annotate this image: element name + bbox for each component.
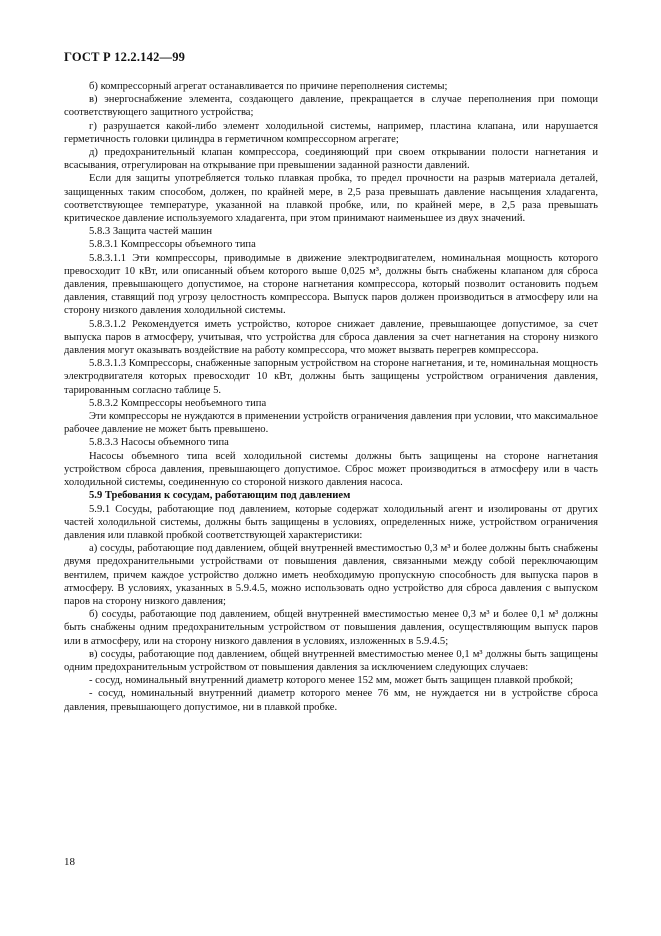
paragraph: а) сосуды, работающие под давлением, общей внутренней вместимостью 0,3 м³ и более должны быть снабжены двумя предохранительными устройствами от повышения давления, связанными между собой переключающим вентилем, причем каждое устройство должно иметь необходимую пропускную способность для выпуска паров в атмосферу. В условиях, указанных в 5.9.4.5, можно использовать одно устройство для сброса давления с выпуском паров на сторону низкого давления;	[64, 543, 598, 607]
list-item: - сосуд, номинальный внутренний диаметр которого менее 76 мм, не нуждается ни в устройстве сброса давления, превышающего допустимое, ни в плавкой пробке.	[64, 688, 598, 713]
paragraph: Насосы объемного типа всей холодильной системы должны быть защищены на стороне нагнетания устройством сброса давления, превышающего допустимое. Сброс может производиться в атмосферу или в часть холодильной системы, соединенную со стороной низкого давления насоса.	[64, 450, 598, 489]
section-heading: 5.9 Требования к сосудам, работающим под давлением	[89, 490, 351, 502]
body-text	[64, 80, 598, 714]
paragraph: б) компрессорный агрегат останавливается по причине переполнения системы;	[89, 81, 448, 92]
section-title: 5.8.3.3 Насосы объемного типа	[89, 437, 229, 449]
section-title: 5.8.3.2 Компрессоры необъемного типа	[89, 397, 267, 409]
paragraph: в) сосуды, работающие под давлением, общей внутренней вместимостью менее 0,1 м³ должны быть защищены одним предохранительным устройством от повышения давления за исключением следующих случаев:	[64, 648, 598, 673]
paragraph: 5.8.3.1.1 Эти компрессоры, приводимые в движение электродвигателем, номинальная мощность которого превосходит 10 кВт, или описанный объем которого выше 0,025 м³, должны быть снабжены клапаном для сброса давления, превышающего допустимое, на стороне нагнетания компрессора, который позволит остановить подъем давления, ставящий под угрозу целостность компрессора. Выпуск паров должен производиться в атмосферу или на сторону низкого давления холодильной системы.	[64, 252, 598, 317]
paragraph: 5.8.3.1.2 Рекомендуется иметь устройство, которое снижает давление, превышающее допустимое, за счет выпуска паров в атмосферу, учитывая, что устройства для сброса давления за счет нагнетания на сторону низкого давления могут оказывать воздействие на работу компрессора, что может вызвать перегрев компрессора.	[64, 318, 598, 357]
page-number: 18	[64, 856, 75, 868]
paragraph: 5.8.3.1.3 Компрессоры, снабженные запорным устройством на стороне нагнетания, и те, номинальная мощность электродвигателя которых превосходит 10 кВт, должны быть защищены устройством ограничения давления, тарированным согласно таблице 5.	[64, 358, 598, 396]
paragraph: в) энергоснабжение элемента, создающего давление, прекращается в случае переполнения при помощи соответствующего защитного устройства;	[64, 94, 598, 119]
paragraph: д) предохранительный клапан компрессора, соединяющий при своем открывании полости нагнетания и всасывания, отрегулирован на открывание при превышении заданной разности давлений.	[64, 147, 598, 172]
paragraph: б) сосуды, работающие под давлением, общей внутренней вместимостью менее 0,3 м³ и более 0,1 м³ должны быть снабжены одним предохранительным устройством от повышения давления, осуществляющим выпуск паров или в атмосферу, или на сторону низкого давления в условиях, изложенных в 5.9.4.5;	[64, 609, 598, 647]
section-title: 5.8.3.1 Компрессоры объемного типа	[89, 239, 256, 251]
paragraph: 5.9.1 Сосуды, работающие под давлением, которые содержат холодильный агент и изолированы от других частей холодильной системы, должны быть защищены в условиях, определенных ниже, устройством ограничения давления или плавкой пробкой соответствующей характеристики:	[64, 503, 598, 541]
paragraph: г) разрушается какой-либо элемент холодильной системы, например, пластина клапана, или нарушается герметичность головки цилиндра в герметичном компрессорном агрегате;	[64, 120, 598, 145]
paragraph: Если для защиты употребляется только плавкая пробка, то предел прочности на разрыв материала деталей, защищенных таким способом, должен, по крайней мере, в 2,5 раза превышать давление насыщения хладагента, соответствующее температуре, указанной на плавкой пробке, или, по крайней мере, в 2,5 раза превышать критическое давление используемого хладагента, при этом принимают наименьшее из двух значений.	[64, 173, 598, 225]
list-item: - сосуд, номинальный внутренний диаметр которого менее 152 мм, может быть защищен плавкой пробкой;	[89, 675, 574, 687]
paragraph: Эти компрессоры не нуждаются в применении устройств ограничения давления при условии, что максимальное рабочее давление не может быть превышено.	[64, 411, 598, 436]
page-header: ГОСТ Р 12.2.142—99	[64, 50, 186, 64]
section-title: 5.8.3 Защита частей машин	[89, 226, 212, 238]
